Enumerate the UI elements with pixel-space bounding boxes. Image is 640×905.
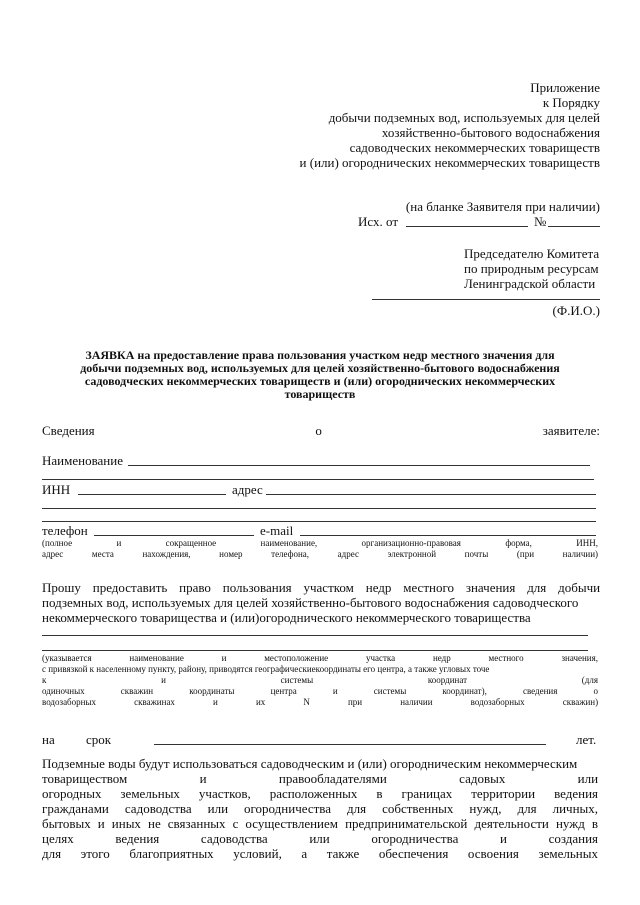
name-label: Наименование xyxy=(42,453,123,468)
appendix-line: добычи подземных вод, используемых для целей xyxy=(328,110,600,125)
addressee-line: по природным ресурсам xyxy=(464,261,599,276)
applicant-note: (полное и сокращенное наименование, организационно-правовая форма, ИНН, адрес места нахождения, номер телефона, адрес электронной почты (при наличии) xyxy=(42,538,599,559)
addressee-line: Председателю Комитета xyxy=(464,246,600,261)
appendix-line: хозяйственно-бытового водоснабжения xyxy=(381,125,600,140)
title-line: добычи подземных вод, используемых для целей хозяйственно-бытового водоснабжения xyxy=(80,361,560,375)
appendix-line: садоводческих некоммерческих товариществ xyxy=(349,140,600,155)
phone-label: телефон xyxy=(42,523,88,538)
name-field-extra[interactable] xyxy=(42,479,594,480)
blank-note: (на бланке Заявителя при наличии) xyxy=(405,199,600,214)
address-field-extra-1[interactable] xyxy=(42,508,596,509)
inn-label: ИНН xyxy=(42,482,71,497)
fio-caption: (Ф.И.О.) xyxy=(552,303,600,318)
term-field[interactable] xyxy=(154,744,546,745)
term-suffix: лет. xyxy=(576,732,597,747)
address-label: адрес xyxy=(232,482,263,497)
address-field[interactable] xyxy=(266,494,596,495)
addressee-block xyxy=(464,246,614,291)
applicant-intro: Сведения о заявителе: xyxy=(42,423,601,438)
title-line: ЗАЯВКА на предоставление права пользования участком недр местного значения для xyxy=(85,348,555,362)
email-field[interactable] xyxy=(300,535,596,536)
appendix-block xyxy=(180,80,600,170)
appendix-line: и (или) огороднических некоммерческих товариществ xyxy=(299,155,600,170)
request-paragraph: Прошу предоставить право пользования участком недр местного значения для добычи подземных вод, используемых для целей хозяйственно-бытового водоснабжения садоводческого некоммерческого товарищества и (или)огороднического некоммерческого товарищества xyxy=(42,580,601,625)
term-prefix-srok: срок xyxy=(86,732,112,747)
title-line: товариществ xyxy=(284,387,356,401)
fio-field[interactable] xyxy=(372,299,600,300)
inn-field[interactable] xyxy=(78,494,226,495)
name-field[interactable] xyxy=(128,465,590,466)
phone-field[interactable] xyxy=(94,535,254,536)
ref-number-field[interactable] xyxy=(548,226,600,227)
appendix-line: Приложение xyxy=(530,80,600,95)
email-label: e-mail xyxy=(260,523,294,538)
location-field-2[interactable] xyxy=(42,650,588,651)
location-field-1[interactable] xyxy=(42,635,588,636)
number-sign: № xyxy=(534,214,547,229)
term-prefix-na: на xyxy=(42,732,55,747)
ref-date-field[interactable] xyxy=(406,226,528,227)
title-line: садоводческих некоммерческих товариществ и (или) огороднических некоммерческих xyxy=(84,374,556,388)
address-field-extra-2[interactable] xyxy=(42,521,596,522)
page-title xyxy=(40,349,600,401)
appendix-line: к Порядку xyxy=(542,95,600,110)
addressee-line: Ленинградской области xyxy=(464,276,596,291)
ref-label: Исх. от xyxy=(358,214,398,229)
usage-paragraph: Подземные воды будут использоваться садоводческим и (или) огородническим некоммерческим товариществом и правообладателями садовых или огородных земельных участков, расположенных в границах территории ведения гражданами садоводства или огородничества для собственных нужд, для личных, бытовых и иных не связанных с осуществлением предпринимательской деятельности нужд в целях ведения садоводства или огородничества и создания для этого благоприятных условий, а также обеспечения освоения земельных xyxy=(42,756,599,861)
location-note: (указывается наименование и местоположение участка недр местного значения, с привязкой к населенному пункту, району, приводятся географическиекоординаты его центра, а также угловых точе к и системы координат (для одиночных скважин координаты центра и системы координат), сведения о водозаборных скважинах и их N при наличии водозаборных скважин) xyxy=(42,653,599,707)
